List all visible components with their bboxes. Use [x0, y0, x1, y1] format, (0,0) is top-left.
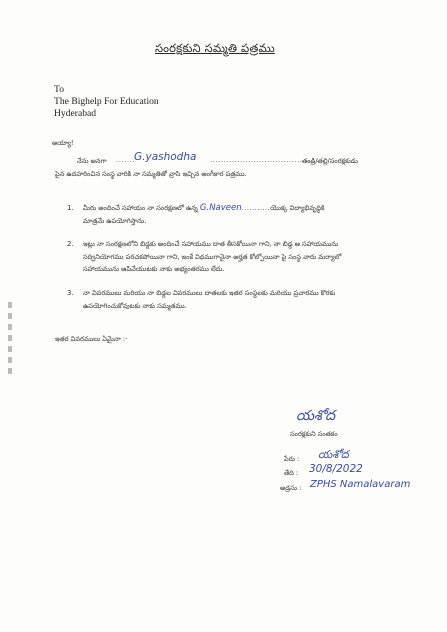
guardian-signature: యశోద [296, 408, 336, 424]
intro-dots-left: ....... [116, 156, 136, 164]
point-3-line-1: నా వివరములు మరియు నా బిడ్డల వివరములు దాతలకు ఇతర సంస్థలకు మరియు ప్రచారము కొరకు [83, 289, 336, 297]
point-2-line-1: ఇట్లు నా సంరక్షణలోని బిడ్డకు అందించే సహాయము దాత తీసకోయినా గాని, నా బిడ్డ ఆ సహాయమును [83, 240, 339, 248]
address-city: Hyderabad [54, 108, 97, 119]
handwritten-child-name: G.Naveen [199, 203, 242, 213]
address-label: అడ్రసు : [280, 484, 302, 492]
intro-line-2: పైన ఉదహరించిన సంస్థ వారికి నా సమ్మతితో వ్రాసి ఇచ్చిన అంగీకార పత్రము. [55, 170, 247, 178]
salutation: అయ్యా! [52, 139, 74, 147]
point-1-prefix: మీరు అందించే సహాయం నా సంరక్షణలో ఉన్న [83, 204, 198, 212]
point-2-line-3: సహాయమును ఆపివేయుటకు నాకు అభ్యంతరము లేదు. [83, 265, 225, 273]
point-3-number: 3. [67, 289, 74, 297]
binding-holes [8, 302, 12, 384]
point-3-text [83, 287, 335, 312]
point-1-number: 1. [67, 204, 74, 212]
address-org: The Bighelp For Education [54, 96, 159, 107]
intro-suffix: తండ్రి/తల్లి/సంరక్షకుడు [302, 157, 358, 165]
point-2-line-2: సద్వినియోగము పరచకపోయినా గాని, ఇంకే విధముగానైనా అర్హత కోల్పోయినా పై సంస్థ వారు మర్యాలో [83, 252, 342, 261]
address-value: ZPHS Namalavaram [310, 479, 411, 490]
point-2-text [83, 238, 341, 276]
signature-label: సంరక్షకుని సంతకం [290, 430, 338, 438]
letter-title: సంరక్షకుని సమ్మతి పత్రము [155, 41, 275, 55]
address-to: To [54, 84, 64, 95]
intro-dots-right: ........................................ [210, 156, 320, 164]
intro-prefix: నేను అనగా [77, 157, 107, 165]
point-1-line-2: మాత్రమే ఉపయోగిస్తాను. [83, 216, 147, 225]
point-2-number: 2. [67, 240, 74, 248]
date-label: తేది : [284, 469, 299, 477]
name-label: పేరు : [284, 455, 300, 463]
point-1-suffix: యొక్క విద్యాభివృద్ధికి [270, 204, 325, 212]
handwritten-guardian-name: G.yashodha [134, 151, 197, 163]
name-value: యశోద [318, 448, 349, 461]
point-1-text: మీరు అందించే సహాయం నా సంరక్షణలో ఉన్న G.Naveen...........యొక్క విద్యాభివృద్ధికి మాత్రమే ఉపయోగిస్తాను. [83, 203, 325, 225]
other-details: ఇతర వివరములు ఏమైనా :- [55, 335, 128, 343]
date-value: 30/8/2022 [309, 463, 363, 475]
point-3-line-2: ఉపయోగించుకోవుటకు నాకు సమ్మతము. [83, 301, 187, 310]
